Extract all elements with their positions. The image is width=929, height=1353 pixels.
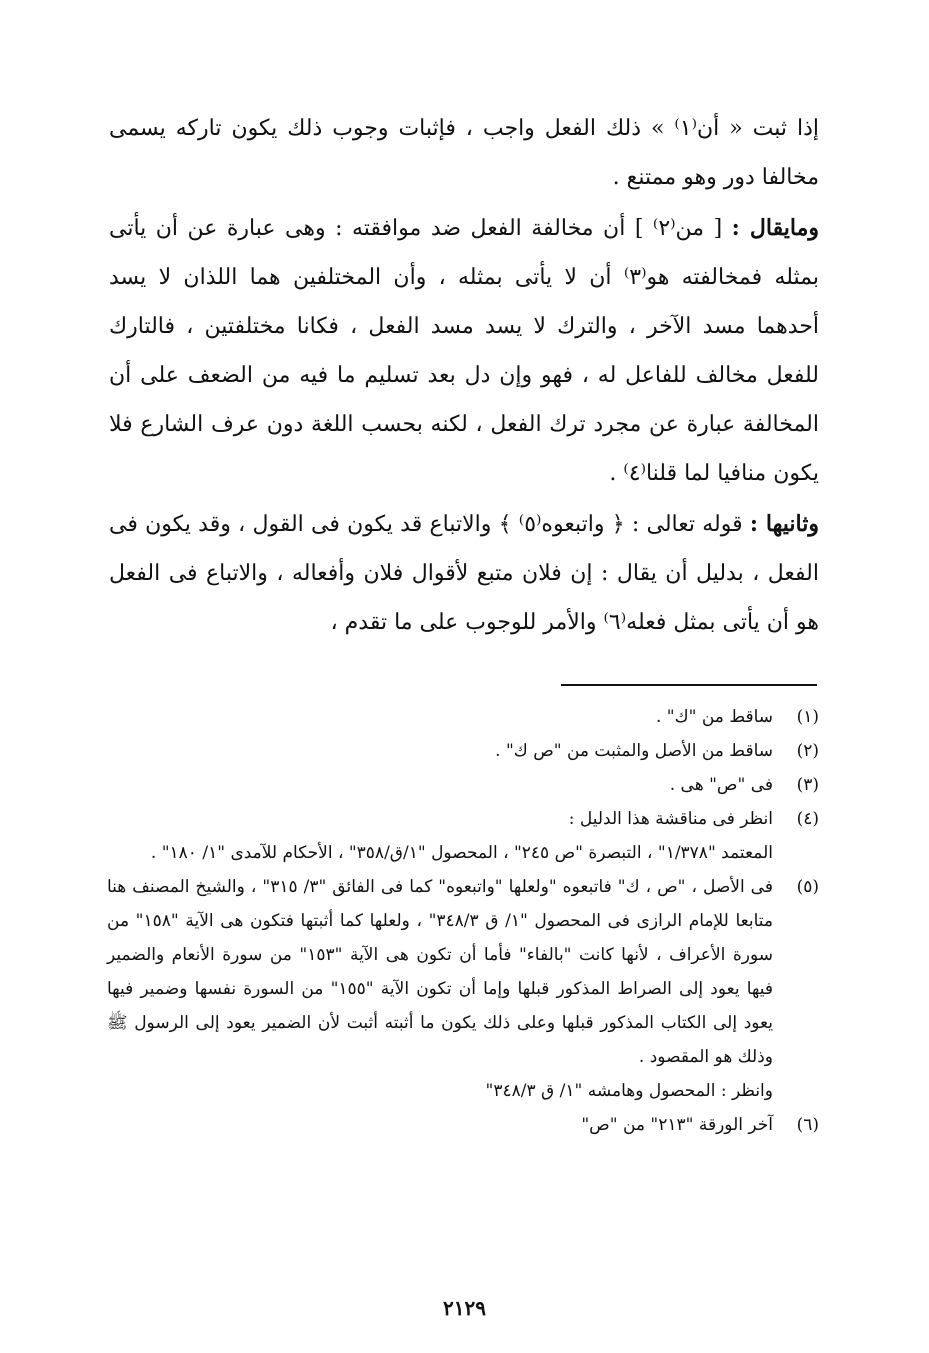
footnote-2 (107, 734, 819, 768)
paragraph-text: إذا ثبت « أن⁽١⁾ » ذلك الفعل واجب ، فإثبات وجوب ذلك يكون تاركه يسمى مخالفا دور وهو ممتنع . (109, 116, 820, 190)
footnote-number: (٣) (796, 775, 819, 795)
footnote-4 (107, 802, 819, 836)
footnote-text: ساقط من الأصل والمثبت من "ص ك" . (495, 741, 773, 761)
paragraph-text: [ من⁽٢⁾ ] أن مخالفة الفعل ضد موافقته : وهى عبارة عن أن يأتى بمثله فمخالفته هو⁽٣⁾ أن لا يأتى بمثله ، وأن المختلفين هما اللذان لا يسد أحدهما مسد الآخر ، والترك لا يسد مسد الفعل ، فكانا مختلفتين ، فالتارك للفعل مخالف للفاعل له ، فهو وإن دل بعد تسليم ما فيه من الضعف على أن المخالفة عبارة عن مجرد ترك الفعل ، لكنه بحسب اللغة دون عرف الشارع فلا يكون منافيا لما قلنا⁽٤⁾ . (109, 216, 819, 486)
footnote-1 (107, 700, 819, 734)
footnote-number: (١) (796, 707, 819, 727)
paragraph-3 (109, 500, 819, 647)
footnote-separator (561, 684, 817, 686)
footnote-6 (107, 1108, 819, 1142)
paragraph-text: قوله تعالى : ﴿ واتبعوه⁽٥⁾ ﴾ والاتباع قد يكون فى القول ، وقد يكون فى الفعل ، بدليل أن يقال : إن فلان متبع لأقوال فلان وأفعاله ، والاتباع فى الفعل هو أن يأتى بمثل فعله⁽٦⁾ والأمر للوجوب على ما تقدم ، (109, 512, 819, 635)
footnote-4-continuation: المعتمد "١/٣٧٨" ، التبصرة "ص ٢٤٥" ، المحصول "١/ق/٣٥٨" ، الأحكام للآمدى "١/ ١٨٠" . (150, 843, 773, 863)
footnote-number: (٢) (796, 741, 819, 761)
paragraph-1 (109, 104, 819, 202)
footnote-5-continuation: وانظر : المحصول وهامشه "١/ ق ٣٤٨/٣" (485, 1081, 773, 1101)
page-number: ٢١٢٩ (443, 1296, 486, 1320)
footnote-5 (107, 870, 819, 1074)
paragraph-lead: ومايقال : (731, 215, 819, 241)
footnote-text: انظر فى مناقشة هذا الدليل : (568, 809, 773, 829)
main-text (109, 104, 819, 649)
footnote-number: (٥) (796, 877, 819, 897)
footnotes (107, 700, 819, 1142)
footnote-number: (٦) (796, 1115, 819, 1135)
footnote-text: ساقط من "ك" . (656, 707, 773, 727)
footnote-3 (107, 768, 819, 802)
paragraph-2 (109, 204, 819, 498)
footnote-text: فى "ص" هى . (669, 775, 773, 795)
paragraph-lead: وثانيها : (749, 511, 819, 537)
footnote-number: (٤) (796, 809, 819, 829)
footnote-text: آخر الورقة "٢١٣" من "ص" (581, 1115, 773, 1135)
footnote-text: فى الأصل ، "ص ، ك" فاتبعوه "ولعلها "واتبعوه" كما فى الفائق "٣/ ٣١٥" ، والشيخ المصنف هنا متابعا للإمام الرازى فى المحصول "١/ ق ٣٤٨/٣" ، ولعلها كما أثبتها فتكون هى الآية "١٥٨" من سورة الأعراف ، لأنها كانت "بالفاء" فأما أن تكون هى الآية "١٥٣" من سورة الأنعام والضمير فيها يعود إلى الصراط المذكور قبلها وإما أن تكون الآية "١٥٥" من السورة نفسها وضمير فيها يعود إلى الكتاب المذكور قبلها وعلى ذلك يكون ما أثبته أثبت لأن الضمير يعود إلى الرسول ﷺ وذلك هو المقصود . (107, 877, 774, 1067)
